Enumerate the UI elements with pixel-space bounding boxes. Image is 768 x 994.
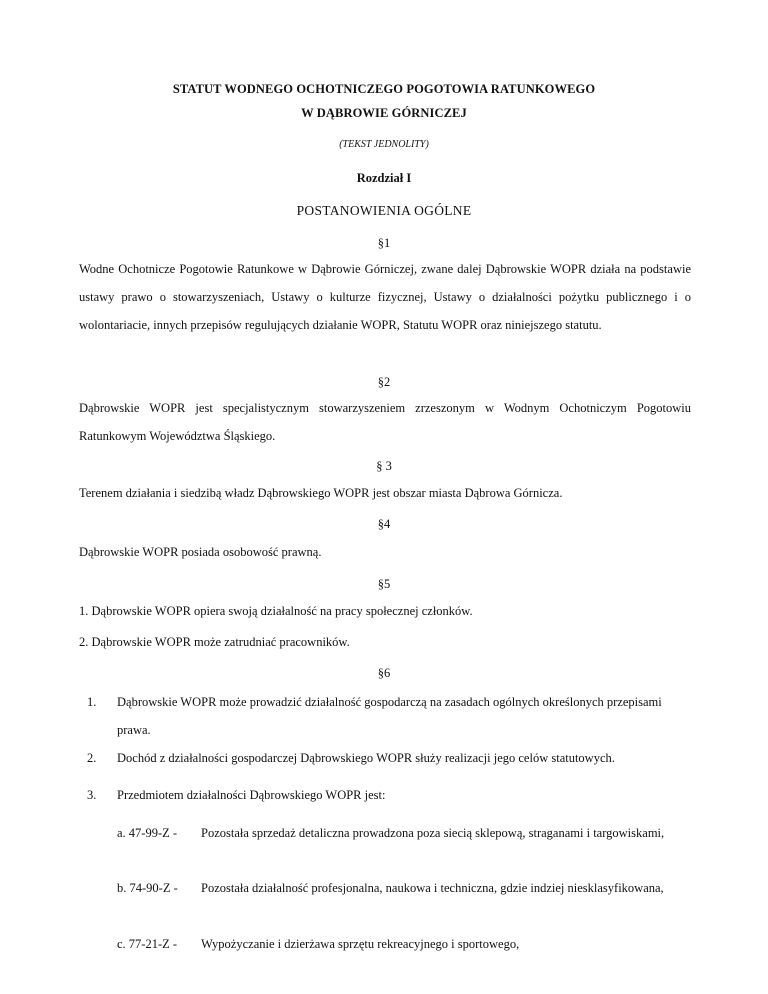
subitem-c-label: c. 77-21-Z -	[117, 937, 178, 951]
document-title-line2: W DĄBROWIE GÓRNICZEJ	[301, 106, 467, 120]
section6-item-1-text: Dąbrowskie WOPR może prowadzić działalność gospodarczą na zasadach ogólnych określonych przepisami prawa.	[117, 695, 662, 737]
paragraph-text-4: Dąbrowskie WOPR posiada osobowość prawną.	[79, 545, 322, 559]
paragraph-text-1: Wodne Ochotnicze Pogotowie Ratunkowe w Dąbrowie Górniczej, zwane dalej Dąbrowskie WOPR działa na podstawie ustawy prawo o stowarzyszeniach, Ustawy o kulturze fizycznej, Ustawy o działalności pożytku publicznego i o wolontariacie, innych przepisów regulujących działanie WOPR, Statutu WOPR oraz niniejszego statutu.	[79, 262, 691, 332]
paragraph-mark-1: §1	[377, 236, 391, 250]
paragraph-mark-5: §5	[377, 577, 391, 591]
section6-item-2-number: 2.	[87, 751, 97, 765]
subitem-b-label: b. 74-90-Z -	[117, 881, 178, 895]
subitem-a-text: Pozostała sprzedaż detaliczna prowadzona poza siecią sklepową, straganami i targowiskami,	[201, 826, 665, 840]
section6-item-3-number: 3.	[87, 788, 97, 802]
chapter-heading: POSTANOWIENIA OGÓLNE	[296, 203, 472, 218]
paragraph-5-item-1: 1. Dąbrowskie WOPR opiera swoją działalność na pracy społecznej członków.	[79, 604, 473, 618]
document-title-line1: STATUT WODNEGO OCHOTNICZEGO POGOTOWIA RATUNKOWEGO	[172, 82, 596, 96]
paragraph-mark-3: § 3	[376, 459, 392, 473]
section6-item-2-text: Dochód z działalności gospodarczej Dąbrowskiego WOPR służy realizacji jego celów statutowych.	[117, 751, 615, 765]
paragraph-text-3: Terenem działania i siedzibą władz Dąbrowskiego WOPR jest obszar miasta Dąbrowa Górnicza.	[79, 486, 563, 500]
paragraph-mark-2: §2	[377, 375, 391, 389]
section6-item-1-number: 1.	[87, 695, 97, 709]
paragraph-mark-6: §6	[377, 666, 391, 680]
subitem-a-label: a. 47-99-Z -	[117, 826, 178, 840]
paragraph-text-2: Dąbrowskie WOPR jest specjalistycznym stowarzyszeniem zrzeszonym w Wodnym Ochotniczym Pogotowiu Ratunkowym Województwa Śląskiego.	[79, 401, 691, 443]
subitem-b-text: Pozostała działalność profesjonalna, naukowa i techniczna, gdzie indziej niesklasyfikowana,	[201, 881, 664, 895]
subitem-c-text: Wypożyczanie i dzierżawa sprzętu rekreacyjnego i sportowego,	[201, 937, 520, 951]
document-subtitle: (TEKST JEDNOLITY)	[339, 139, 429, 150]
section6-item-3-text: Przedmiotem działalności Dąbrowskiego WOPR jest:	[117, 788, 386, 802]
paragraph-mark-4: §4	[377, 517, 391, 531]
paragraph-5-item-2: 2. Dąbrowskie WOPR może zatrudniać pracowników.	[79, 635, 350, 649]
chapter-label: Rozdział I	[356, 171, 412, 185]
